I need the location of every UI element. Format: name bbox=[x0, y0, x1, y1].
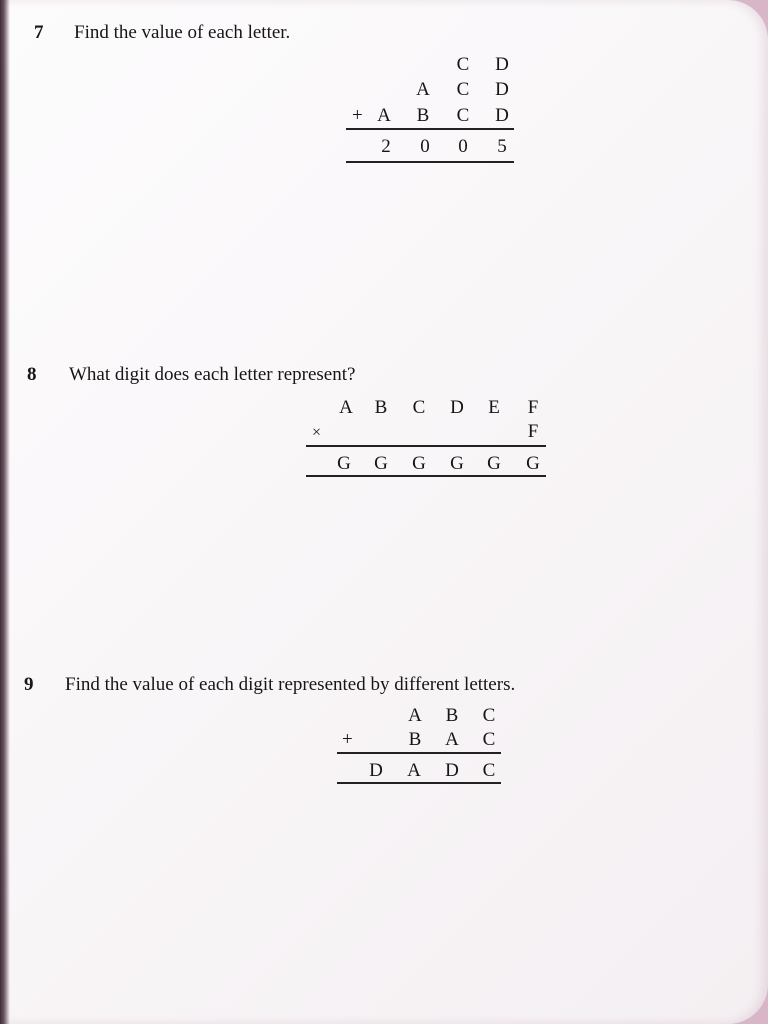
sum-line-bottom bbox=[337, 782, 501, 784]
result-cell: 5 bbox=[497, 136, 507, 157]
letter-cell: C bbox=[482, 729, 496, 750]
digit-cell: A bbox=[377, 105, 391, 126]
letter-cell: C bbox=[482, 705, 496, 726]
product-line-top bbox=[306, 445, 546, 447]
result-cell: C bbox=[482, 760, 496, 781]
sum-line-top bbox=[337, 752, 501, 754]
result-cell: 2 bbox=[381, 136, 391, 157]
letter-cell: F bbox=[527, 397, 539, 418]
digit-cell: A bbox=[416, 79, 430, 100]
question-number: 9 bbox=[24, 674, 34, 695]
letter-cell: D bbox=[450, 397, 464, 418]
letter-cell: F bbox=[527, 421, 539, 442]
product-line-bottom bbox=[306, 475, 546, 477]
question-text: Find the value of each letter. bbox=[74, 22, 291, 43]
question-number: 8 bbox=[27, 364, 37, 385]
letter-cell: A bbox=[408, 705, 422, 726]
letter-cell: A bbox=[445, 729, 459, 750]
letter-cell: B bbox=[445, 705, 459, 726]
result-cell: 0 bbox=[458, 136, 468, 157]
result-cell: G bbox=[526, 453, 540, 474]
result-cell: G bbox=[412, 453, 426, 474]
letter-cell: B bbox=[408, 729, 422, 750]
times-sign: × bbox=[312, 424, 322, 441]
question-number: 7 bbox=[34, 22, 44, 43]
plus-sign: + bbox=[352, 105, 363, 126]
digit-cell: D bbox=[495, 54, 509, 75]
question-text: Find the value of each digit represented by different letters. bbox=[65, 674, 516, 695]
digit-cell: C bbox=[456, 54, 470, 75]
result-cell: G bbox=[487, 453, 501, 474]
digit-cell: D bbox=[495, 105, 509, 126]
letter-cell: B bbox=[374, 397, 388, 418]
digit-cell: B bbox=[416, 105, 430, 126]
question-text: What digit does each letter represent? bbox=[69, 364, 356, 385]
result-cell: 0 bbox=[420, 136, 430, 157]
digit-cell: D bbox=[495, 79, 509, 100]
letter-cell: A bbox=[339, 397, 353, 418]
digit-cell: C bbox=[456, 105, 470, 126]
result-cell: D bbox=[445, 760, 459, 781]
result-cell: G bbox=[337, 453, 351, 474]
result-cell: A bbox=[407, 760, 421, 781]
digit-cell: C bbox=[456, 79, 470, 100]
letter-cell: E bbox=[488, 397, 500, 418]
letter-cell: C bbox=[412, 397, 426, 418]
sum-line-top bbox=[346, 128, 514, 130]
sum-line-bottom bbox=[346, 161, 514, 163]
page-binding-shadow bbox=[0, 0, 10, 1024]
result-cell: G bbox=[374, 453, 388, 474]
plus-sign: + bbox=[342, 729, 353, 750]
result-cell: D bbox=[369, 760, 383, 781]
result-cell: G bbox=[450, 453, 464, 474]
